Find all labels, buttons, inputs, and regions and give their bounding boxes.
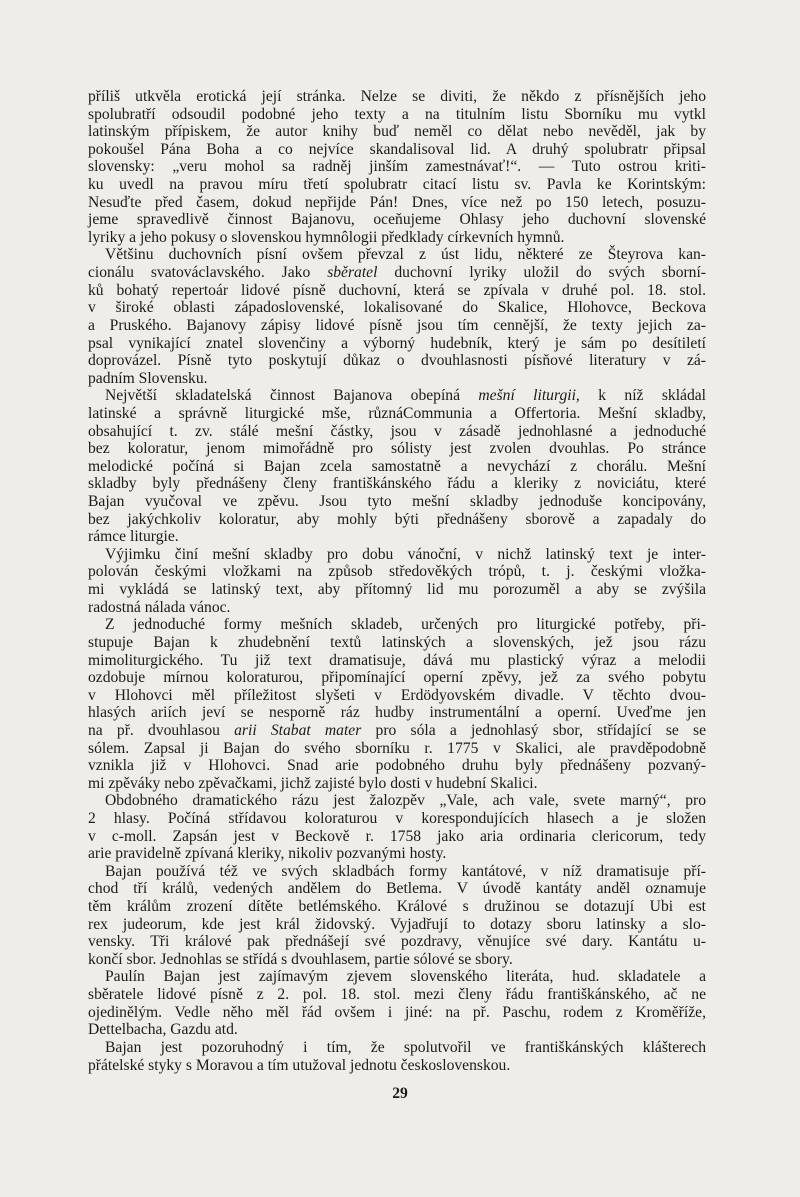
text-line <box>88 722 706 740</box>
text-line: pokoušel Pána Boha a co nejvíce skandalisoval lid. A druhý spolubratr připsal <box>88 140 706 158</box>
text-line: končí sbor. Jednohlas se střídá s dvouhlasem, partie sólové se sbory. <box>88 950 513 968</box>
text-segment: cionálu svatováclavského. Jako <box>88 264 328 282</box>
text-line: Obdobného dramatického rázu jest žalozpěv „Vale, ach vale, svete marný“, pro <box>105 792 706 810</box>
text-line: obsahující t. zv. stálé mešní částky, jsou v zásadě jednohlasné a jednoduché <box>88 422 706 440</box>
text-line: rex judeorum, kde jest král židovský. Vyjadřují to dotazy sboru latinsky a slo- <box>88 915 706 933</box>
italic-term: mešní liturgii, <box>478 387 580 405</box>
text-line: příliš utkvěla erotická její stránka. Nelze se diviti, že někdo z přísnějších jeho <box>88 88 706 105</box>
text-line: sběratele lidové písně z 2. pol. 18. stol. mezi členy řádu františkánského, ač ne <box>88 986 706 1004</box>
text-line: bez koloratur, jenom mimořádně pro sólisty jest zvolen dvouhlas. Po stránce <box>88 440 706 458</box>
text-segment: Největší skladatelská činnost Bajanova obepíná <box>105 387 479 405</box>
text-line: latinským přípiskem, že autor knihy buď neměl co dělat nebo nevěděl, jak by <box>88 123 706 141</box>
text-line: ku uvedl na pravou míru třetí spolubratr citací listu sv. Pavla ke Korintským: <box>88 176 706 194</box>
text-line: doprovázel. Písně tyto poskytují důkaz o dvouhlasnosti písňové literatury v zá- <box>88 352 706 370</box>
paragraph <box>88 792 706 862</box>
text-line: přátelské styky s Moravou a tím utužoval jednotu československou. <box>88 1056 511 1074</box>
text-line: latinské a správně liturgické mše, různáCommunia a Offertoria. Mešní skladby, <box>88 404 706 422</box>
text-line: arie pravidelně zpívaná kleriky, nikoliv pozvanými hosty. <box>88 845 447 863</box>
text-line: Výjimku činí mešní skladby pro dobu vánoční, v nichž latinský text je inter- <box>105 545 706 563</box>
italic-term: arii Stabat mater <box>234 721 362 739</box>
text-line: jeme spravedlivě činnost Bajanovu, oceňujeme Ohlasy jeho duchovní slovenské <box>88 211 706 229</box>
text-line: v c-moll. Zapsán jest v Beckově r. 1758 jako aria ordinaria clericorum, tedy <box>88 827 706 845</box>
paragraph <box>88 1039 706 1074</box>
text-line: ků bohatý repertoár lidové písně duchovní, která se zpívala v druhé pol. 18. stol. <box>88 281 706 299</box>
page-number: 29 <box>392 1085 408 1102</box>
text-line: Dettelbacha, Gazdu atd. <box>88 1021 238 1039</box>
text-line: chod tří králů, vedených andělem do Betlema. V úvodě kantáty anděl oznamuje <box>88 880 706 898</box>
text-line: bez jakýchkoliv koloratur, aby mohly býti přednášeny sborově a zapadaly do <box>88 510 706 528</box>
text-line: spolubratří odsoudil podobné jeho texty a na titulním listu Sborníku mu vytkl <box>88 105 706 123</box>
text-line: Z jednoduché formy mešních skladeb, určených pro liturgické potřeby, při- <box>105 616 706 634</box>
paragraph <box>88 246 706 387</box>
text-line: v Hlohovci měl příležitost slyšeti v Erdödyovském divadle. V těchto dvou- <box>88 686 706 704</box>
text-line: sólem. Zapsal ji Bajan do svého sborníku r. 1775 v Skalici, ale pravděpodobně <box>88 739 706 757</box>
text-line: radostná nálada vánoc. <box>88 598 231 616</box>
paragraph <box>88 968 706 1038</box>
text-line: mi zpěváky nebo zpěvačkami, jichž zajisté bylo dosti v hudební Skalici. <box>88 774 538 792</box>
text-line: ozdobuje mírnou koloraturou, připomínající operní zpěvy, jež za svého pobytu <box>88 669 706 687</box>
text-line: vensky. Tři králové pak přednášejí své pozdravy, věnujíce své dary. Kantátu u- <box>88 933 706 951</box>
text-line: slovensky: „veru mohol sa radněj jinším zamestnávať!“. — Tuto ostrou kriti- <box>88 158 706 176</box>
text-line: hlasých ariích jeví se nesporně ráz hudby instrumentální a operní. Uveďme jen <box>88 704 706 722</box>
paragraph <box>88 387 706 545</box>
text-line: rámce liturgie. <box>88 528 179 546</box>
text-segment: k níž skládal <box>579 387 706 405</box>
paragraph <box>88 88 706 246</box>
text-segment: duchovní lyriky uložil do svých sborní- <box>377 264 707 282</box>
text-line: padním Slovensku. <box>88 369 208 387</box>
text-line: polován českými vložkami na způsob středověkých trópů, t. j. českými vložka- <box>88 563 706 581</box>
text-line: Bajan vyučoval ve zpěvu. Jsou tyto mešní skladby jednoduše koncipovány, <box>88 493 706 511</box>
text-line: těm králům zrození dítěte betlémského. Králové s družinou se dotazují Ubi est <box>88 898 706 916</box>
text-segment: na př. dvouhlasou <box>88 721 235 739</box>
text-line: Nesuďte před časem, dokud nepřijde Pán! Dnes, více než po 150 letech, posuzu- <box>88 193 706 211</box>
text-line: lyriky a jeho pokusy o slovenskou hymnôlogii předklady církevních hymnů. <box>88 228 565 246</box>
text-segment: pro sóla a jednohlasý sbor, střídající se se <box>361 721 707 739</box>
text-line: psal vynikající znatel slovenčiny a výborný hudebník, který je sám po desítiletí <box>88 334 706 352</box>
paragraph <box>88 546 706 616</box>
body-text <box>88 88 706 1074</box>
italic-term: sběratel <box>327 264 378 282</box>
text-line: mimoliturgického. Tu již text dramatisuje, dává mu plastický výraz a melodii <box>88 651 706 669</box>
text-line: 2 hlasy. Počíná střídavou koloraturou v korespondujících hlasech a je složen <box>88 809 706 827</box>
text-line: stupuje Bajan k zhudebnění textů latinských a slovenských, jež jsou rázu <box>88 633 706 651</box>
text-line: skladby byly přednášeny členy františkánského řádu a kleriky z noviciátu, které <box>88 475 706 493</box>
text-line: ojedinělým. Vedle něho měl řád ovšem i jiné: na př. Paschu, rodem z Kroměříže, <box>88 1003 706 1021</box>
paragraph <box>88 863 706 969</box>
paragraph <box>88 616 706 792</box>
text-line: v široké oblasti západoslovenské, lokalisované do Skalice, Hlohovce, Beckova <box>88 299 706 317</box>
text-line: a Pruského. Bajanovy zápisy lidové písně jsou tím cennější, že texty jejich za- <box>88 316 706 334</box>
text-line: Většinu duchovních písní ovšem převzal z úst lidu, některé ze Šteyrova kan- <box>105 246 706 264</box>
text-line <box>88 264 706 282</box>
text-line: Bajan jest pozoruhodný i tím, že spolutvořil ve františkánských klášterech <box>105 1038 706 1056</box>
text-line <box>88 387 706 405</box>
text-line: mi vykládá se latinský text, aby přítomný lid mu porozuměl a aby se zvýšila <box>88 581 706 599</box>
text-line: vznikla již v Hlohovci. Snad arie podobného druhu byly přednášeny pozvaný- <box>88 757 706 775</box>
text-line: Bajan používá též ve svých skladbách formy kantátové, v níž dramatisuje pří- <box>105 862 706 880</box>
text-line: melodické počíná si Bajan zcela samostatně a nevychází z chorálu. Mešní <box>88 457 706 475</box>
text-line: Paulín Bajan jest zajímavým zjevem slovenského literáta, hud. skladatele a <box>105 968 706 986</box>
